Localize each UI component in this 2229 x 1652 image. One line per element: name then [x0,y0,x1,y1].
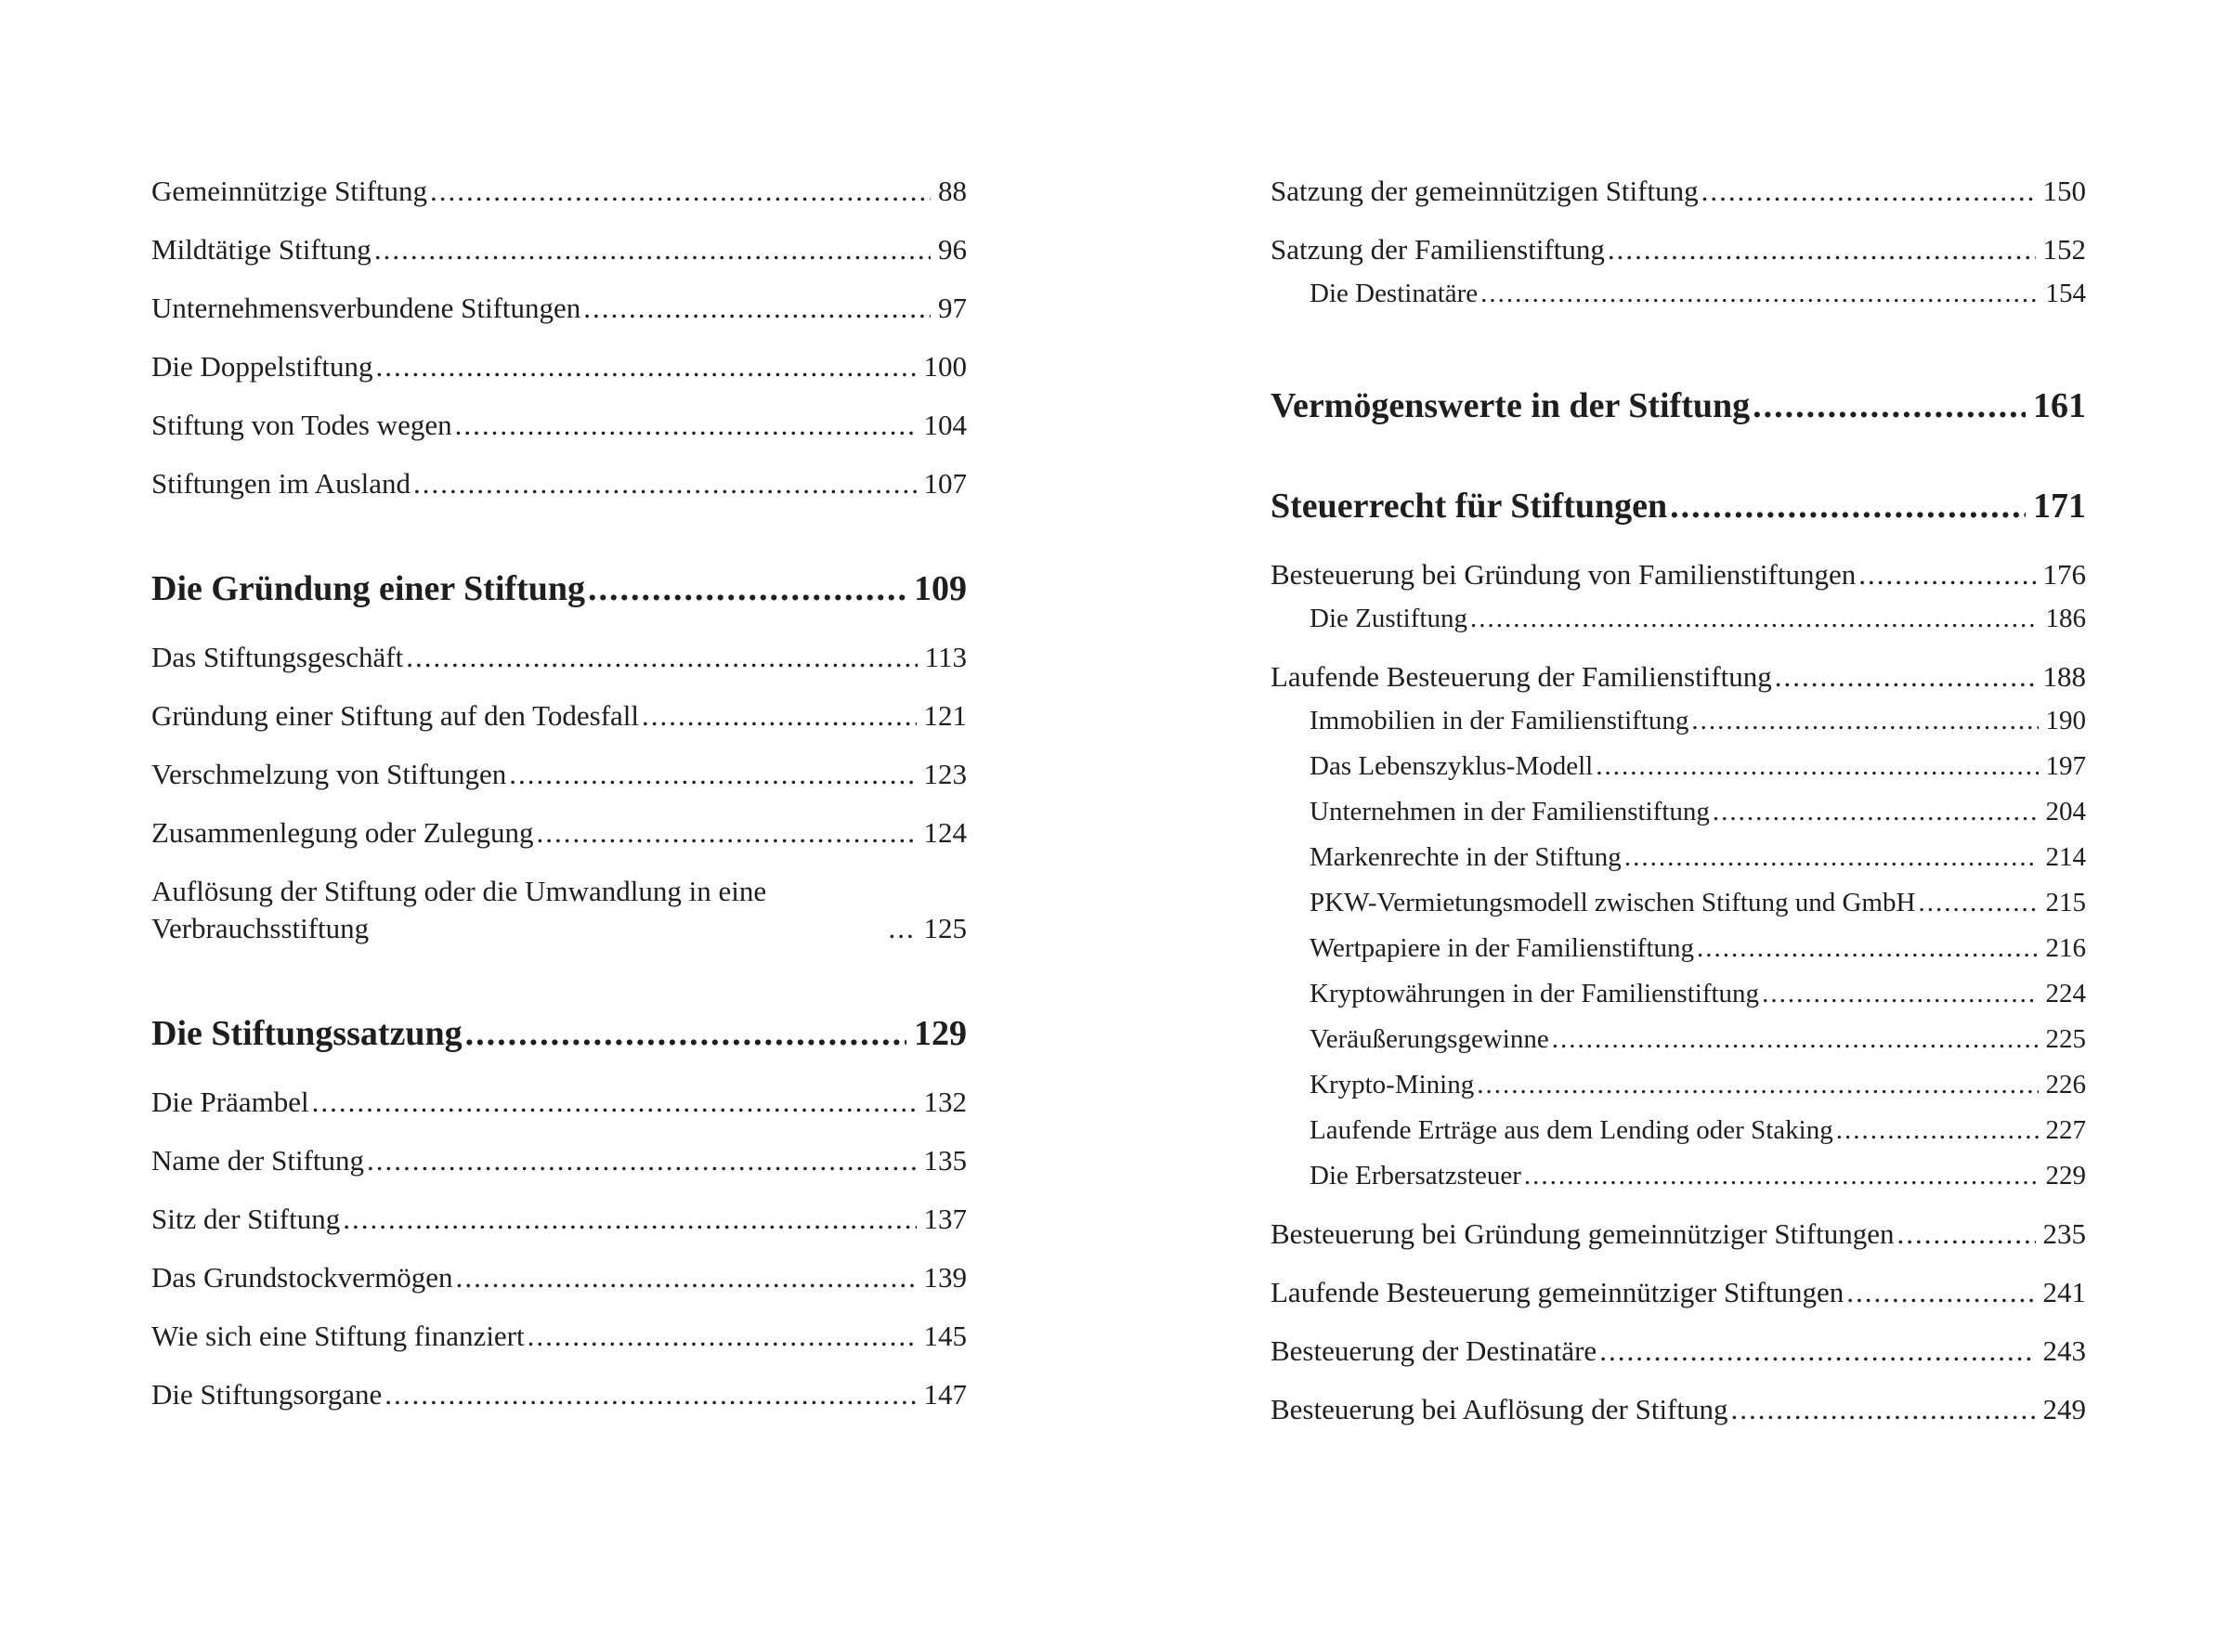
toc-page-number: 229 [2045,1161,2086,1190]
toc-entry [151,756,967,793]
toc-page-number: 135 [923,1144,967,1177]
toc-subentry [1271,704,2086,737]
toc-entry-label: Wertpapiere in der Familienstiftung [1310,933,1695,963]
dotted-leader [889,910,917,947]
toc-page-number: 147 [923,1378,967,1411]
toc-entry [151,639,967,676]
dotted-leader [537,814,917,852]
toc-page-number: 145 [923,1320,967,1352]
toc-entry-label: Gemeinnützige Stiftung [151,175,428,207]
dotted-leader [1697,931,2038,965]
toc-entry-label: Die Erbersatzsteuer [1310,1161,1521,1190]
toc-entry-label: Unternehmen in der Familienstiftung [1310,797,1710,826]
toc-entry-label: Stiftungen im Ausland [151,467,411,500]
toc-heading [151,566,967,611]
dotted-leader [1599,1333,2035,1370]
toc-page-number: 204 [2045,797,2086,826]
toc-column-right [1271,0,2086,1450]
toc-entry-label: Besteuerung bei Gründung gemeinnütziger Stiftungen [1271,1217,1895,1250]
dotted-leader [343,1201,916,1238]
toc-entry [151,1259,967,1296]
toc-entry [151,814,967,852]
toc-entry [151,1201,967,1238]
toc-subentry [1271,1113,2086,1147]
dotted-leader [406,639,917,676]
toc-page-number: 104 [923,409,967,441]
toc-subentry [1271,1022,2086,1056]
dotted-leader [583,290,931,327]
toc-entry-label: Stiftung von Todes wegen [151,409,452,441]
toc-entry-label: Mildtätige Stiftung [151,233,372,266]
toc-page-number: 123 [923,758,967,790]
toc-subentry [1271,749,2086,783]
toc-entry [151,873,967,947]
toc-subentry [1271,1068,2086,1101]
toc-page-number: 129 [914,1014,967,1053]
toc-page-number: 171 [2033,487,2086,526]
toc-subentry [1271,840,2086,874]
toc-entry-label: Besteuerung der Destinatäre [1271,1334,1597,1367]
dotted-leader [456,1259,917,1296]
toc-page-number: 137 [923,1203,967,1235]
toc-entry-label: Zusammenlegung oder Zulegung [151,816,534,849]
dotted-leader [1858,556,2035,593]
toc-entry [151,231,967,268]
toc-heading [1271,484,2086,528]
dotted-leader [1670,484,2026,528]
toc-page-number: 188 [2042,660,2086,693]
toc-page-number: 197 [2045,751,2086,781]
toc-page-number: 125 [923,912,967,944]
toc-entry-label: Das Stiftungsgeschäft [151,641,404,673]
toc-entry-label: Satzung der Familienstiftung [1271,233,1605,266]
dotted-leader [588,566,906,611]
toc-page-number: 161 [2033,386,2086,425]
toc-page-number: 152 [2042,233,2086,266]
toc-page-number: 235 [2042,1217,2086,1250]
dotted-leader [1713,795,2039,828]
dotted-leader [312,1084,917,1121]
toc-page-number: 154 [2045,279,2086,308]
toc-entry [151,290,967,327]
toc-heading-label: Die Gründung einer Stiftung [151,569,585,608]
toc-page-number: 100 [923,350,967,383]
toc-entry [151,348,967,385]
toc-entry-label: Immobilien in der Familienstiftung [1310,706,1689,735]
toc-entry-label: Sitz der Stiftung [151,1203,341,1235]
toc-entry [1271,1391,2086,1428]
dotted-leader [1608,231,2036,268]
dotted-leader [1480,277,2038,310]
toc-page-number: 139 [923,1261,967,1294]
toc-entry-label: Auflösung der Stiftung oder die Umwandlung in eine Verbrauchsstiftung [151,875,767,944]
toc-page-number: 124 [923,816,967,849]
dotted-leader [1477,1068,2038,1101]
toc-entry-label: Krypto-Mining [1310,1070,1475,1099]
toc-column-left [151,0,967,1435]
toc-entry-label: Die Stiftungsorgane [151,1378,383,1411]
toc-entry [151,173,967,210]
toc-entry-label: Besteuerung bei Auflösung der Stiftung [1271,1393,1728,1425]
dotted-leader [367,1142,916,1179]
toc-entry [1271,556,2086,593]
toc-page-number: 150 [2042,175,2086,207]
toc-entry [151,1318,967,1355]
toc-entry-label: Die Präambel [151,1086,309,1118]
toc-page-number: 241 [2042,1276,2086,1308]
dotted-leader [465,1011,906,1056]
dotted-leader [1691,704,2038,737]
toc-page-number: 216 [2045,933,2086,963]
toc-entry [151,465,967,502]
toc-page-number: 132 [923,1086,967,1118]
toc-entry-label: Satzung der gemeinnützigen Stiftung [1271,175,1699,207]
toc-entry-label: Wie sich eine Stiftung finanziert [151,1320,525,1352]
toc-page-number: 107 [923,467,967,500]
toc-entry [151,1084,967,1121]
toc-entry [1271,1216,2086,1253]
toc-heading [1271,384,2086,428]
toc-page-number: 226 [2045,1070,2086,1099]
toc-entry-label: Gründung einer Stiftung auf den Todesfall [151,699,640,732]
toc-entry [1271,231,2086,268]
dotted-leader [1524,1159,2039,1192]
dotted-leader [1552,1022,2039,1056]
toc-entry-label: Name der Stiftung [151,1144,365,1177]
toc-subentry [1271,977,2086,1010]
toc-subentry [1271,602,2086,635]
toc-page-number: 97 [938,292,967,324]
dotted-leader [1470,602,2039,635]
dotted-leader [1624,840,2039,874]
toc-page-number: 215 [2045,888,2086,917]
dotted-leader [1836,1113,2039,1147]
dotted-leader [413,465,917,502]
toc-entry-label: Laufende Besteuerung der Familienstiftung [1271,660,1772,693]
toc-entry-label: PKW-Vermietungsmodell zwischen Stiftung und GmbH [1310,888,1916,917]
toc-entry [151,697,967,735]
toc-heading-label: Die Stiftungssatzung [151,1014,463,1053]
toc-page-number: 249 [2042,1393,2086,1425]
toc-entry-label: Die Destinatäre [1310,279,1479,308]
toc-entry-label: Das Grundstockvermögen [151,1261,453,1294]
toc-entry-label: Markenrechte in der Stiftung [1310,842,1622,872]
toc-entry [151,407,967,444]
toc-page-number: 96 [938,233,967,266]
toc-entry-label: Das Lebenszyklus-Modell [1310,751,1594,781]
dotted-leader [1596,749,2038,783]
dotted-leader [1762,977,2038,1010]
toc-entry-label: Die Zustiftung [1310,604,1467,633]
toc-page-number: 109 [914,569,967,608]
toc-page-number: 224 [2045,979,2086,1008]
toc-entry [1271,658,2086,696]
dotted-leader [1731,1391,2036,1428]
dotted-leader [1753,384,2026,428]
toc-entry-label: Unternehmensverbundene Stiftungen [151,292,581,324]
toc-page-number: 88 [938,175,967,207]
toc-entry-label: Verschmelzung von Stiftungen [151,758,507,790]
toc-heading-label: Steuerrecht für Stiftungen [1271,487,1668,526]
toc-entry-label: Veräußerungsgewinne [1310,1024,1549,1054]
toc-page-number: 214 [2045,842,2086,872]
dotted-leader [385,1376,916,1413]
toc-subentry [1271,1159,2086,1192]
toc-heading-label: Vermögenswerte in der Stiftung [1271,386,1751,425]
dotted-leader [1846,1274,2035,1311]
toc-entry-label: Kryptowährungen in der Familienstiftung [1310,979,1760,1008]
toc-heading [151,1011,967,1056]
dotted-leader [1701,173,2036,210]
dotted-leader [642,697,916,735]
toc-entry [1271,1333,2086,1370]
toc-page-number: 113 [924,641,967,673]
toc-subentry [1271,795,2086,828]
dotted-leader [509,756,916,793]
toc-entry-label: Besteuerung bei Gründung von Familienstiftungen [1271,558,1857,591]
dotted-leader [528,1318,917,1355]
toc-subentry [1271,886,2086,919]
dotted-leader [430,173,931,210]
dotted-leader [374,231,931,268]
toc-page-number: 186 [2045,604,2086,633]
toc-page-number: 190 [2045,706,2086,735]
toc-page-number: 243 [2042,1334,2086,1367]
toc-entry-label: Die Doppelstiftung [151,350,373,383]
dotted-leader [1918,886,2038,919]
toc-page-number: 121 [923,699,967,732]
toc-subentry [1271,277,2086,310]
toc-page-number: 225 [2045,1024,2086,1054]
toc-entry [1271,173,2086,210]
toc-entry [151,1376,967,1413]
toc-page-number: 227 [2045,1115,2086,1145]
dotted-leader [1775,658,2036,696]
toc-entry-label: Laufende Besteuerung gemeinnütziger Stiftungen [1271,1276,1844,1308]
toc-page-number: 176 [2042,558,2086,591]
toc-entry [1271,1274,2086,1311]
dotted-leader [1897,1216,2036,1253]
dotted-leader [455,407,917,444]
toc-entry [151,1142,967,1179]
toc-subentry [1271,931,2086,965]
dotted-leader [376,348,917,385]
toc-entry-label: Laufende Erträge aus dem Lending oder Staking [1310,1115,1833,1145]
